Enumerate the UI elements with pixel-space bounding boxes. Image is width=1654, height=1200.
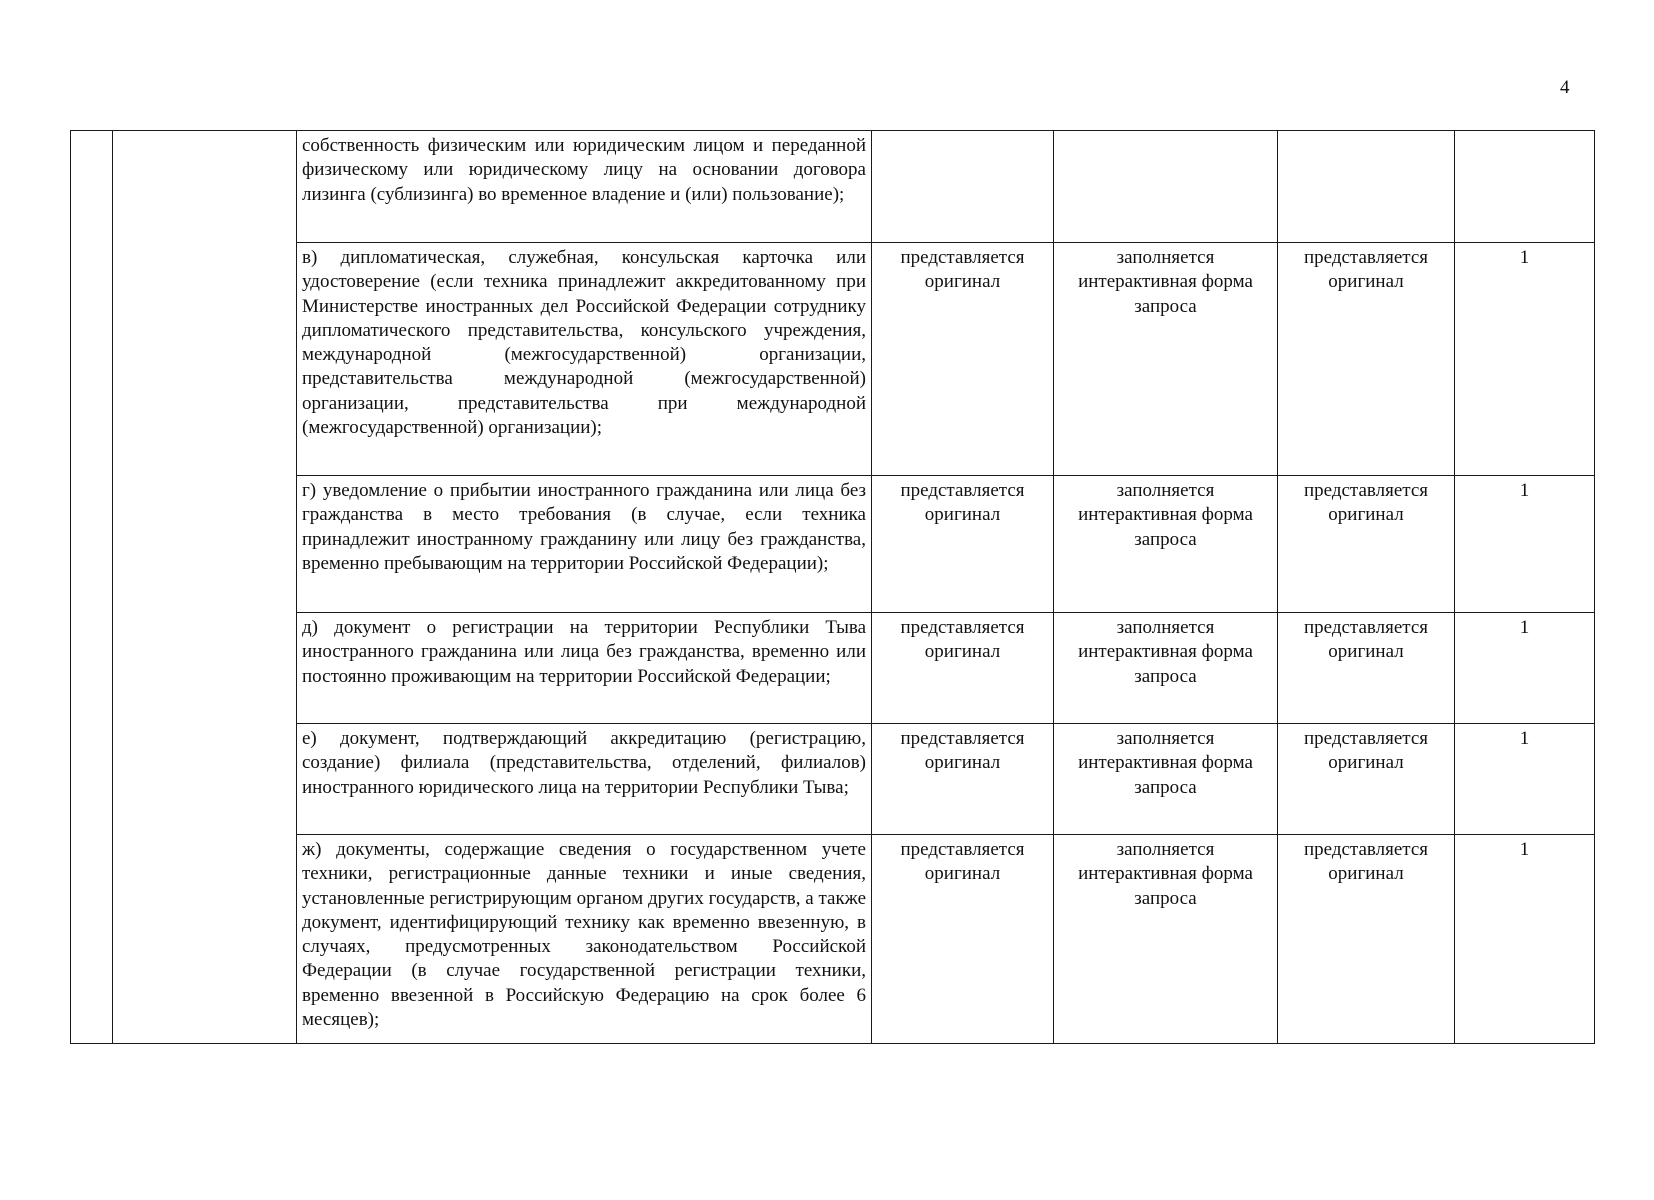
original-form-cell: представляется оригинал — [1278, 613, 1455, 724]
count-cell: 1 — [1455, 476, 1595, 613]
original-form-cell — [1278, 131, 1455, 243]
request-form-cell: заполняется интерактивная форма запроса — [1054, 613, 1278, 724]
submission-form-cell: представляется оригинал — [872, 243, 1054, 476]
document-table — [70, 130, 1595, 1044]
request-form-cell — [1054, 131, 1278, 243]
original-form-cell: представляется оригинал — [1278, 835, 1455, 1044]
document-description: в) дипломатическая, служебная, консульская карточка или удостоверение (если техника принадлежит аккредитованному при Министерстве иностранных дел Российской Федерации сотруднику дипломатического представительства, консульского учреждения, международной (межгосударственной) организации, представительства международной (межгосударственной) организации, представительства при международной (межгосударственной) организации); — [297, 243, 872, 476]
document-description: д) документ о регистрации на территории Республики Тыва иностранного гражданина или лица без гражданства, временно или постоянно проживающим на территории Российской Федерации; — [297, 613, 872, 724]
document-description: собственность физическим или юридическим лицом и переданной физическому или юридическому лицу на основании договора лизинга (сублизинга) во временное владение и (или) пользование); — [297, 131, 872, 243]
count-cell: 1 — [1455, 613, 1595, 724]
table-row — [71, 476, 1595, 613]
table-row — [71, 613, 1595, 724]
count-cell: 1 — [1455, 724, 1595, 835]
page-number: 4 — [1560, 77, 1570, 98]
table-row — [71, 724, 1595, 835]
submission-form-cell: представляется оригинал — [872, 476, 1054, 613]
table-row — [71, 835, 1595, 1044]
request-form-cell: заполняется интерактивная форма запроса — [1054, 835, 1278, 1044]
submission-form-cell: представляется оригинал — [872, 835, 1054, 1044]
request-form-cell: заполняется интерактивная форма запроса — [1054, 243, 1278, 476]
submission-form-cell: представляется оригинал — [872, 724, 1054, 835]
row-number-cell — [71, 131, 113, 1044]
table-row — [71, 131, 1595, 243]
original-form-cell: представляется оригинал — [1278, 476, 1455, 613]
submission-form-cell — [872, 131, 1054, 243]
count-cell — [1455, 131, 1595, 243]
document-description: ж) документы, содержащие сведения о государственном учете техники, регистрационные данные техники и иные сведения, установленные регистрирующим органом других государств, а также документ, идентифицирующий технику как временно ввезенную, в случаях, предусмотренных законодательством Российской Федерации (в случае государственной регистрации техники, временно ввезенной в Российскую Федерацию на срок более 6 месяцев); — [297, 835, 872, 1044]
document-description: е) документ, подтверждающий аккредитацию (регистрацию, создание) филиала (представительства, отделений, филиалов) иностранного юридического лица на территории Республики Тыва; — [297, 724, 872, 835]
request-form-cell: заполняется интерактивная форма запроса — [1054, 476, 1278, 613]
table-row — [71, 243, 1595, 476]
request-form-cell: заполняется интерактивная форма запроса — [1054, 724, 1278, 835]
count-cell: 1 — [1455, 243, 1595, 476]
count-cell: 1 — [1455, 835, 1595, 1044]
document-description: г) уведомление о прибытии иностранного гражданина или лица без гражданства в место требования (в случае, если техника принадлежит иностранному гражданину или лицу без гражданства, временно пребывающим на территории Российской Федерации); — [297, 476, 872, 613]
original-form-cell: представляется оригинал — [1278, 243, 1455, 476]
original-form-cell: представляется оригинал — [1278, 724, 1455, 835]
service-name-cell — [113, 131, 297, 1044]
submission-form-cell: представляется оригинал — [872, 613, 1054, 724]
